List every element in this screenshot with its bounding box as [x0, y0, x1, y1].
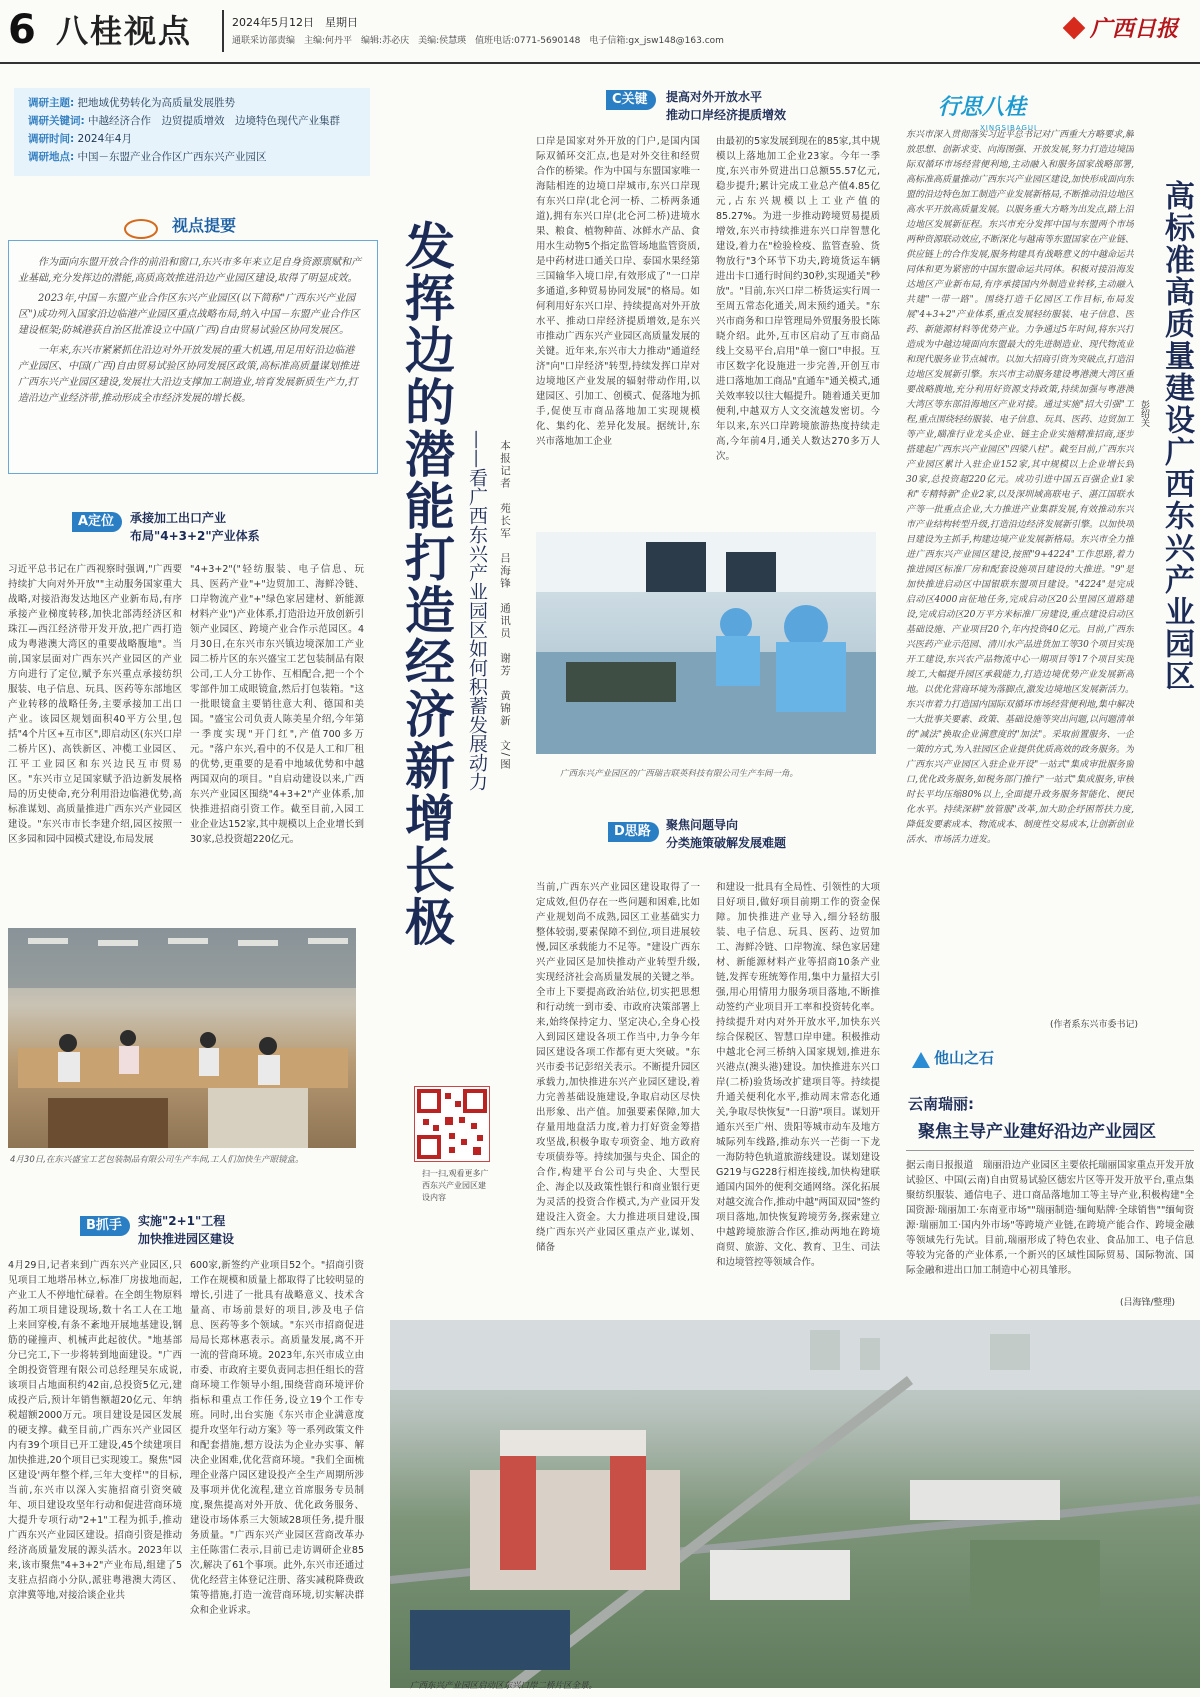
photo-2-caption: 广西东兴产业园区的广西瑞吉联英科技有限公司生产车间一角。 — [560, 769, 799, 779]
commentary-headline: 高标准高质量建设广西东兴产业园区 — [1159, 180, 1194, 692]
research-keywords: 调研关键词: 中越经济合作 边贸提质增效 边境特色现代产业集群 — [28, 115, 341, 127]
section-b-title-2: 加快推进园区建设 — [138, 1232, 235, 1246]
factory-photo-2 — [536, 532, 876, 754]
commentary-author: 彭绍关 — [1139, 400, 1149, 427]
section-a-col-1: 习近平总书记在广西视察时强调,"广西要持续扩大向对外开放""主动服务国家重大战略,对接沿海发达地区产业新布局,有序承接产业梯度转移,加快北部湾经济区和珠江—西江经济带开发开放,把广西打造成为粤港澳大湾区的重要战略腹地"。当前,国家层面对广西东兴产业园区的产业方向进行了定位,赋予东兴重点承接纺织服装、电子信息、玩具、医药等东部地区产业转移的战略任务,主要承接加工出口产业。该园区规划面积40平方公里,包括"4个片区+互市区",即启动区(东兴口岸二桥片区)、高铁新区、冲榄工业园区、江平工业园区和东兴边民互市贸易区。"东兴市立足国家赋予沿边新发展格局的历史使命,充分利用沿边临港优势,高标准谋划、高质量推进广西东兴产业园区建设。"东兴市市长李建介绍,园区按照一区多园和园中园模式建设,布局发展 — [8, 564, 182, 845]
summary-para-3: 一年来,东兴市紧紧抓住沿边对外开放发展的重大机遇,用足用好沿边临港产业园区、中国(广西)自由贸易试验区协同发展区政策,高标准高质量谋划推进广西东兴产业园区建设,发展壮大沿边支撑加工制造业,培育发展新质生产力,打造沿边产业经济带,推动形成全市经济发展的增长极。 — [18, 345, 359, 404]
tashan-divider — [906, 1150, 1194, 1151]
newspaper-logo: 广西日报 — [1090, 16, 1179, 42]
editorial-credits: 通联采访部责编 主编:何丹平 编辑:苏必庆 美编:侯慧瑛 值班电话:0771-5690148 电子信箱:gx_jsw148@163.com — [232, 36, 724, 46]
commentary-body: 东兴市深入贯彻落实习近平总书记对广西重大方略要求,解放思想、创新求变、向海图强、开放发展,努力打造边境国际双循环市场经营便利地,主动融入和服务国家战略部署,高标准高质量推动广西东兴产业园区建设,加快形成面向东盟的沿边特色加工制造产业发展新格局,不断推动沿边地区高水平开放高质量发展。以服务重大方略为出发点,踏上沿边地区发展新征程。东兴市充分发挥中国与东盟两个市场两种资源联动效应,不断深化与越南等东盟国家在产业链、供应链上的合作发展,服务构建具有战略意义的中越命运共同体和更为紧密的中国东盟命运共同体。积极对接沿海发达地区产业新布局,有序承接国内外制造业转移,主动融入共建"一带一路"。围绕打造千亿园区工作目标,布局发展"4+3+2"产业体系,重点发展轻纺服装、电子信息、医药、新能源材料等优势产业。力争通过5年时间,将东兴打造成为中越边境面向东盟最大的先进制造业、现代物流业和现代服务业节点城市。以加大招商引资为突破点,打造沿边地区发展新引擎。东兴市主动服务建设粤港澳大湾区重要战略腹地,充分利用好资源支持政策,持续加强与粤港澳大湾区等东部沿海地区产业对接。通过实施"招大引强"工程,重点围绕轻纺服装、电子信息、玩具、医药、边贸加工等产业,瞄准行业龙头企业、链主企业实施精准招商,逐步搭建起广西东兴产业园区"四梁八柱"。截至目前,广西东兴产业园区累计入驻企业152家,其中规模以上企业增长到30家,总投资超220亿元。成功引进中国五百强企业1家和"专精特新"企业2家,以及深圳域高联电子、湛江国联水产等一批重点企业,大力推进产业集群发展,有效推动东兴市产业结构转型升级,打造沿边经济发展新引擎。以加快项目建设为主抓手,构建边境产业发展新格局。东兴市全力推进广西东兴产业园区建设,按照"9+4224"工作思路,着力推进园区标准厂房和配套设施项目建设的大推进。"9"是加快推进启动区中国银联东盟项目建设。"4224"是完成启动区4000亩征地任务,完成启动区20公里园区道路建设,完成启动区20万平方米标准厂房建设,重点建设启动区基础设施、产业项目20个,年内投资40亿元。目前,广西东兴医药产业示范园、清川水产品进货加工等30个项目实现开工建设,东兴农产品物流中心一期项目等17个项目实现竣工,大幅提升园区承载能力,打造边境优势产业发展新高地。以优化营商环境为落脚点,激发边境地区发展新活力。东兴市着力打造国内国际双循环市场经营便利地,集中解决一大批事关要素、政策、基础设施等突出问题,以问题清单的"减法"换取企业满意度的"加法"。采取前置服务、一企一策的方式,为入驻园区企业提供优质高效的政务服务。为广西东兴产业园区入驻企业开设"一站式"集成审批服务窗口,优化政务服务,如税务部门推行"一站式"集成服务,审核时长平均压缩80%以上,全面提升政务服务智能化、便民化水平。持续深耕"放管服"改革,加大助企纾困帮扶力度,降低发要素成本、物流成本、制度性交易成本,让创新创业活水、市场活力迸发。 — [906, 130, 1134, 845]
section-b-col-1: 4月29日,记者来到广西东兴产业园区,只见项目工地塔吊林立,标准厂房拔地而起,产业工人不停地忙碌着。在全朗生物原料药加工项目建设现场,数十名工人在工地上来回穿梭,有条不紊地开展地基建设,钢筋的碰撞声、机械声此起彼伏。"地基部分已完工,下一步将转到地面建设。"广西全朗投资管理有限公司总经理吴东成说,该项目占地面积约42亩,总投资5亿元,建成投产后,预计年销售额超20亿元、年纳税超额2000万元。项目建设是园区发展的硬支撑。截至目前,广西东兴产业园区内有39个项目已开工建设,45个续建项目加快推进,20个项目已实现竣工。聚焦"园区建设'两年整个样,三年大变样'"的目标,当前,东兴市以深入实施招商引资突破年、项目建设攻坚年行动和促进营商环境大提升专项行动"2+1"工程为抓手,推动广西东兴产业园区建设。招商引资是推动经济高质量发展的源头活水。2023年以来,该市聚焦"4+3+2"产业布局,组建了5支驻点招商小分队,派驻粤港澳大湾区、京津冀等地,对接洽谈企业共 — [8, 1260, 182, 1601]
section-c-col-1: 口岸是国家对外开放的门户,是国内国际双循环交汇点,也是对外交往和经贸合作的桥梁。作为中国与东盟国家唯一海陆相连的边境口岸城市,东兴口岸现有东兴口岸(北仑河一桥、二桥两条通道),拥有东兴口岸(北仑河二桥)进境水果、粮食、植物种苗、冰鲜水产品、食用水生动物5个指定监管场地监管资质,是中药材进口通关口岸、泰国水果经第三国输华入境口岸,有效形成了"一口岸多通道,多种贸易协同发展"的格局。如何利用好东兴口岸、持续提高对外开放水平、推动口岸经济提质增效,是东兴市推动广西东兴产业园区高质量发展的关键。近年来,东兴市大力推动"通道经济"向"口岸经济"转型,持续发挥口岸对边境地区产业发展的辐射带动作用,以建园区、引加工、创模式、促落地为抓手,促使互市商品落地加工实现规模化、集约化、差异化发展。据统计,东兴市落地加工企业 — [536, 136, 700, 447]
section-c-title-2: 推动口岸经济提质增效 — [666, 108, 787, 122]
tashan-title-1: 云南瑞丽: — [908, 1095, 974, 1113]
tashan-footer: (吕海锋/整理) — [1120, 1298, 1176, 1308]
tashan-logo: 他山之石 — [934, 1049, 995, 1067]
summary-title: 视点提要 — [172, 216, 237, 235]
qr-caption: 扫一扫,观看更多广西东兴产业园区建设内容 — [422, 1169, 489, 1202]
section-b-col-2: 600家,新签约产业项目52个。"招商引资工作在规模和质量上都取得了比较明显的增长,引进了一批具有战略意义、技术含量高、市场前景好的项目,涉及电子信息、医药等多个领域。"东兴市招商促进局局长郑林惠表示。高质量发展,离不开一流的营商环境。2023年,东兴市成立由市委、市政府主要负责同志担任组长的营商环境工作领导小组,围绕营商环境评价指标和重点工作任务,设立19个工作专班。同时,出台实施《东兴市企业满意度提升攻坚年行动方案》等一系列政策文件和配套措施,想方设法为企业办实事、解决企业困难,优化营商环境。"我们全面梳理企业落户园区建设投产全生产周期所涉及事项并优化流程,建立首席服务专员制度,聚焦提高对外开放、优化政务服务、建设市场体系三大领域28项任务,提升服务质量。"广西东兴产业园区营商改革办主任陈雷仁表示,目前已走访调研企业85次,解决了61个事项。此外,东兴市还通过优化经营主体登记注册、落实减税降费政策等措施,打造一流营商环境,切实解决群众和企业诉求。 — [190, 1260, 364, 1616]
photo-1-caption: 4月30日,在东兴盛宝工艺包装制品有限公司生产车间,工人们加快生产眼镜盒。 — [10, 1155, 304, 1165]
section-c-col-2: 由最初的5家发展到现在的85家,其中规模以上落地加工企业23家。今年一季度,东兴市外贸进出口总额55.57亿元,稳步提升;累计完成工业总产值4.85亿元,占东兴规模以上工业产值的85.27%。为进一步推动跨境贸易提质增效,东兴市持续推进东兴口岸智慧化建设,着力在"检验检疫、监管查验、货物放行"3个环节下功夫,跨境货运车辆进出卡口通行时间约30秒,实现通关"秒放"。"目前,东兴口岸二桥货运实行周一至周五常态化通关,周末预约通关。"东兴市商务和口岸管理局外贸服务股长陈晓介绍。此外,互市区启动了互市商品线上交易平台,启用"单一窗口"申报。互市区数字化设施进一步完善,开创互市进口落地加工商品"直通车"通关模式,通关效率较以往大幅提升。随着通关更加便利,中越双方人文交流越发密切。今年以来,东兴口岸跨境旅游热度持续走高,今年前4月,通关人数达270多万人次。 — [716, 136, 880, 462]
page-number: 6 — [8, 7, 36, 53]
section-d-tag: D思路 — [608, 822, 659, 842]
research-location: 调研地点: 中国－东盟产业合作区广西东兴产业园区 — [28, 151, 267, 163]
section-a-title-1: 承接加工出口产业 — [130, 511, 227, 525]
photo-3-caption: 广西东兴产业园区启动区东兴口岸二桥片区全景。 — [410, 1681, 598, 1691]
issue-date: 2024年5月12日 星期日 — [232, 16, 358, 29]
research-info-box — [14, 88, 370, 176]
section-d-col-2: 和建设一批具有全局性、引领性的大项目好项目,做好项目前期工作的资金保障。加快推进产业导入,细分轻纺服装、电子信息、玩具、医药、边贸加工、海鲜冷链、口岸物流、绿色家居建材、新能源材料产业等招商10条产业链,发挥专班统筹作用,集中力量招大引强,用心用情用力服务项目落地,不断推动签约产业项目开工率和投资转化率。持续提升对内对外开放水平,加快东兴综合保税区、智慧口岸申建。积极推动中越北仑河三桥纳入国家规划,推进东兴港点(澳头港)建设。加快推进东兴口岸(二桥)验货场改扩建项目等。持续提升通关便利化水平,推动周末常态化通关,争取尽快恢复"一日游"项目。谋划开通东兴至广州、贵阳等城市动车及地方城际列车线路,推动东兴一芒街一下龙一海防特色轨道旅游线建设。谋划建设G219与G228行相连接线,加快构建联通国内国外的便利交通网络。深化拓展对越交流合作,推动中越"两国双园"签约项目落地,加快恢复跨境劳务,探索建立中越跨境旅游合作区,推动两地在跨境商贸、旅游、文化、教育、卫生、司法和边境管控等领域合作。 — [716, 882, 880, 1268]
tashan-body: 据云南日报报道 瑞丽沿边产业园区主要依托瑞丽国家重点开发开放试验区、中国(云南)自由贸易试验区德宏片区等开发开放平台,重点集聚纺织服装、通信电子、进口商品落地加工等主导产业,积极构建"全国资源·瑞丽加工·东南亚市场""瑞丽制造·缅甸贴牌·全球销售""缅甸资源·瑞丽加工·国内外市场"等跨境产业链,在跨境产能合作、跨境金融等领域先行先试。目前,瑞丽形成了特色农业、食品加工、电子信息等较为完备的产业体系,一个新兴的区域性国际贸易、国际物流、国际金融和进出口加工制造中心初具雏形。 — [906, 1160, 1194, 1276]
section-c-tag: C关键 — [606, 90, 656, 110]
commentary-footer: (作者系东兴市委书记) — [1050, 1020, 1139, 1030]
summary-para-2: 2023年,中国－东盟产业合作区东兴产业园区(以下简称"广西东兴产业园区")成功列入国家沿边临港产业园区重点战略布局,纳入中国－东盟产业合作区建设框架;防城港获自治区批准设立中国(广西)自由贸易试验区协同发展区。 — [18, 293, 360, 336]
section-a-title-2: 布局"4+3+2"产业体系 — [130, 529, 260, 543]
section-a-col-2: "4+3+2"("轻纺服装、电子信息、玩具、医药产业"+"边贸加工、海鲜冷链、口岸物流产业"+"绿色家居建材、新能源材料产业")产业体系,打造沿边开放创新引领产业园区、跨境产业合作示范园区。4月30日,在东兴市东兴镇边境深加工产业园二桥片区的东兴盛宝工艺包装制品有限公司,工人分工协作、互相配合,把一个个零部件加工成眼镜盒,然后打包装箱。"这一批眼镜盒主要销往意大利、德国和美国。"盛宝公司负责人陈美星介绍,今年第一季度实现"开门红",产值700多万元。"落户东兴,看中的不仅是人工和厂租的优势,更重要的是看中地域优势和中越两国双向的项目。"自启动建设以来,广西东兴产业园区围绕"4+3+2"产业体系,加快推进招商引资工作。截至目前,入园工业企业达152家,其中规模以上企业增长到30家,总投资超220亿元。 — [190, 564, 364, 845]
byline: 本报记者 苑长军 吕海锋 通讯员 谢芳 黄锦新 文/图 — [499, 440, 511, 771]
research-theme: 调研主题: 把地域优势转化为高质量发展胜势 — [28, 97, 236, 109]
qr-code[interactable] — [414, 1086, 490, 1162]
aerial-photo — [390, 1320, 1200, 1688]
column-title: 八桂视点 — [56, 12, 193, 50]
summary-text — [18, 255, 362, 407]
section-d-title-1: 聚焦问题导向 — [666, 818, 739, 832]
section-a-tag: A定位 — [72, 512, 122, 532]
tashan-title-2: 聚焦主导产业建好沿边产业园区 — [918, 1122, 1156, 1142]
factory-photo-1 — [8, 928, 356, 1148]
section-d-title-2: 分类施策破解发展难题 — [666, 836, 787, 850]
sub-headline: ——看广西东兴产业园区如何积蓄发展动力 — [466, 430, 488, 791]
summary-para-1: 作为面向东盟开放合作的前沿和窗口,东兴市多年来立足自身资源禀赋和产业基础,充分发挥边的潜能,高质高效推进沿边产业园区建设,取得了明显成效。 — [18, 257, 362, 284]
section-d-col-1: 当前,广西东兴产业园区建设取得了一定成效,但仍存在一些问题和困难,比如产业规划尚不成熟,园区工业基础实力整体较弱,要素保障不到位,项目进展较慢,园区承载能力不足等。"建设广西东兴产业园区是加快推动产业转型升级,实现经济社会高质量发展的关键之举。全市上下要提高政治站位,切实把思想和行动统一到市委、市政府决策部署上来,始终保持定力、坚定决心,全身心投入到园区建设各项工作当中,力争今年园区建设各项工作都有更大突破。"东兴市委书记彭绍关表示。不断提升园区承载力,加快推进东兴产业园区建设,着力完善基础设施建设,争取启动区尽快出形象、出产值。加强要素保障,加大存量用地盘活力度,着力打好资金筹措攻坚战,积极争取专项资金、地方政府专项债券等。持续加强与央企、国企的合作,构建平台公司与央企、大型民企、海企以及政策性银行和商业银行更为灵活的投资合作模式,为产业园开发建设注入资金。大力推进项目建设,围绕广西东兴产业园区重点产业,谋划、储备 — [536, 882, 700, 1253]
section-c-title-1: 提高对外开放水平 — [666, 90, 763, 104]
section-b-tag: B抓手 — [80, 1216, 130, 1236]
header-divider — [222, 10, 224, 52]
xingsi-bagui-subtitle: XINGSIBAGUI — [980, 124, 1038, 132]
xingsi-bagui-logo: 行思八桂 — [938, 95, 1027, 120]
main-headline: 发挥边的潜能打造经济新增长极 — [397, 220, 455, 948]
research-time: 调研时间: 2024年4月 — [28, 133, 132, 145]
section-b-title-1: 实施"2+1"工程 — [138, 1214, 226, 1228]
